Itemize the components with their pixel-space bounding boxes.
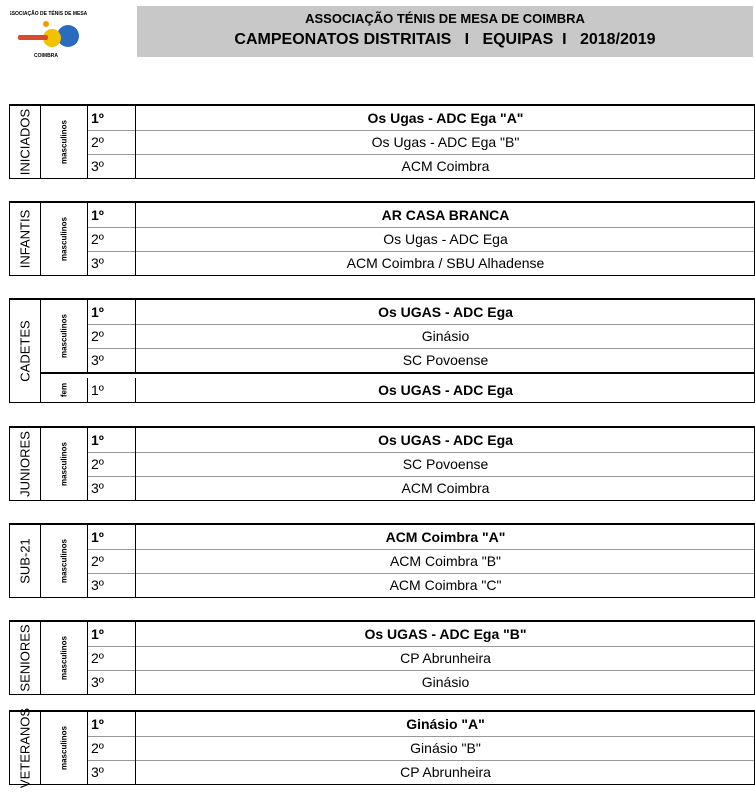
team-cell: Ginásio "A"	[406, 716, 485, 732]
position-cell: 1º	[88, 300, 136, 324]
gender-group-cell	[41, 300, 88, 372]
result-row	[88, 549, 754, 574]
result-row	[88, 670, 754, 694]
header-banner	[137, 6, 753, 57]
team-cell: Ginásio "B"	[410, 740, 481, 756]
category-block	[9, 426, 755, 501]
result-row	[88, 736, 754, 761]
championship-title: CAMPEONATOS DISTRITAIS I EQUIPAS I 2018/2019	[234, 31, 656, 48]
category-cell	[10, 707, 41, 789]
category-block	[9, 523, 755, 598]
result-row	[88, 300, 754, 325]
gender-group-label: masculinos	[59, 441, 69, 487]
gender-group-label: fem	[59, 382, 69, 398]
position-cell: 3º	[88, 154, 136, 178]
position-cell: 2º	[88, 736, 136, 760]
team-cell: SC Povoense	[402, 352, 489, 368]
category-name: INFANTIS	[17, 209, 33, 269]
result-row	[88, 476, 754, 500]
position-cell: 2º	[88, 227, 136, 251]
category-name: CADETES	[17, 320, 33, 382]
team-cell: ACM Coimbra "A"	[385, 529, 506, 545]
result-row	[88, 760, 754, 784]
result-row	[88, 251, 754, 275]
result-row	[88, 622, 754, 647]
position-cell: 1º	[88, 712, 136, 736]
position-cell: 3º	[88, 670, 136, 694]
team-cell: Os UGAS - ADC Ega	[378, 304, 513, 320]
team-cell: AR CASA BRANCA	[381, 207, 510, 223]
position-cell: 3º	[88, 476, 136, 500]
category-name: SUB-21	[17, 538, 33, 584]
team-cell: SC Povoense	[402, 456, 489, 472]
team-cell: Os Ugas - ADC Ega "B"	[371, 134, 520, 150]
result-row	[88, 452, 754, 477]
category-cell	[10, 106, 41, 178]
position-cell: 1º	[88, 525, 136, 549]
result-row	[88, 348, 754, 372]
position-cell: 2º	[88, 130, 136, 154]
category-cell	[10, 203, 41, 275]
team-cell: Os Ugas - ADC Ega	[383, 231, 508, 247]
team-cell: Ginásio	[421, 674, 470, 690]
gender-group-cell	[41, 106, 88, 178]
category-name: INICIADOS	[17, 108, 33, 176]
position-cell: 1º	[88, 106, 136, 130]
result-row	[88, 154, 754, 178]
team-cell: ACM Coimbra "B"	[389, 553, 502, 569]
category-block	[9, 620, 755, 695]
gender-group-label: masculinos	[59, 538, 69, 584]
gender-group-label: masculinos	[59, 216, 69, 262]
team-cell: Ginásio	[421, 328, 470, 344]
result-row	[88, 130, 754, 155]
result-row	[88, 573, 754, 597]
team-cell: ACM Coimbra / SBU Alhadense	[346, 255, 545, 271]
position-cell: 3º	[88, 760, 136, 784]
result-row	[88, 525, 754, 550]
category-cell	[10, 525, 41, 597]
gender-group-cell	[41, 622, 88, 694]
position-cell: 1º	[88, 203, 136, 227]
result-row	[88, 203, 754, 228]
position-cell: 2º	[88, 646, 136, 670]
team-cell: ACM Coimbra	[401, 158, 490, 174]
category-name: SENIORES	[17, 624, 33, 692]
team-cell: Os UGAS - ADC Ega	[378, 432, 513, 448]
result-row	[88, 428, 754, 453]
category-block	[9, 104, 755, 179]
result-row	[88, 646, 754, 671]
result-row	[88, 227, 754, 252]
gender-group-label: masculinos	[59, 119, 69, 165]
team-cell: Os Ugas - ADC Ega "A"	[367, 110, 524, 126]
position-cell: 2º	[88, 324, 136, 348]
category-block	[9, 298, 755, 403]
association-logo	[10, 8, 92, 60]
position-cell: 2º	[88, 549, 136, 573]
team-cell: CP Abrunheira	[400, 650, 491, 666]
position-cell: 3º	[88, 348, 136, 372]
gender-group-label: masculinos	[59, 313, 69, 359]
gender-group-cell	[41, 203, 88, 275]
position-cell: 2º	[88, 452, 136, 476]
gender-group-cell	[41, 428, 88, 500]
position-cell: 1º	[88, 428, 136, 452]
gender-group-cell	[41, 712, 88, 784]
position-cell: 1º	[88, 378, 136, 402]
result-row	[88, 712, 754, 737]
category-cell	[10, 622, 41, 694]
gender-group-cell	[41, 525, 88, 597]
result-row	[88, 378, 754, 402]
category-name: VETERANOS	[17, 707, 33, 789]
team-cell: Os UGAS - ADC Ega "B"	[364, 626, 527, 642]
team-cell: ACM Coimbra "C"	[389, 577, 502, 593]
category-block	[9, 707, 755, 789]
team-cell: ACM Coimbra	[401, 480, 490, 496]
team-cell: Os UGAS - ADC Ega	[378, 382, 513, 398]
gender-group-cell	[41, 378, 88, 402]
category-block	[9, 201, 755, 276]
category-cell	[10, 300, 41, 402]
category-cell	[10, 428, 41, 500]
logo-bottom-text: COIMBRA	[34, 53, 58, 59]
position-cell: 3º	[88, 251, 136, 275]
result-row	[88, 106, 754, 131]
position-cell: 1º	[88, 622, 136, 646]
category-name: JUNIORES	[17, 431, 33, 497]
result-row	[88, 324, 754, 349]
group-separator	[41, 372, 754, 374]
gender-group-label: masculinos	[59, 725, 69, 771]
logo-top-text: ASSOCIAÇÃO DE TÉNIS DE MESA	[10, 11, 88, 17]
position-cell: 3º	[88, 573, 136, 597]
organization-name: ASSOCIAÇÃO TÉNIS DE MESA DE COIMBRA	[305, 11, 585, 26]
gender-group-label: masculinos	[59, 635, 69, 681]
team-cell: CP Abrunheira	[400, 764, 491, 780]
